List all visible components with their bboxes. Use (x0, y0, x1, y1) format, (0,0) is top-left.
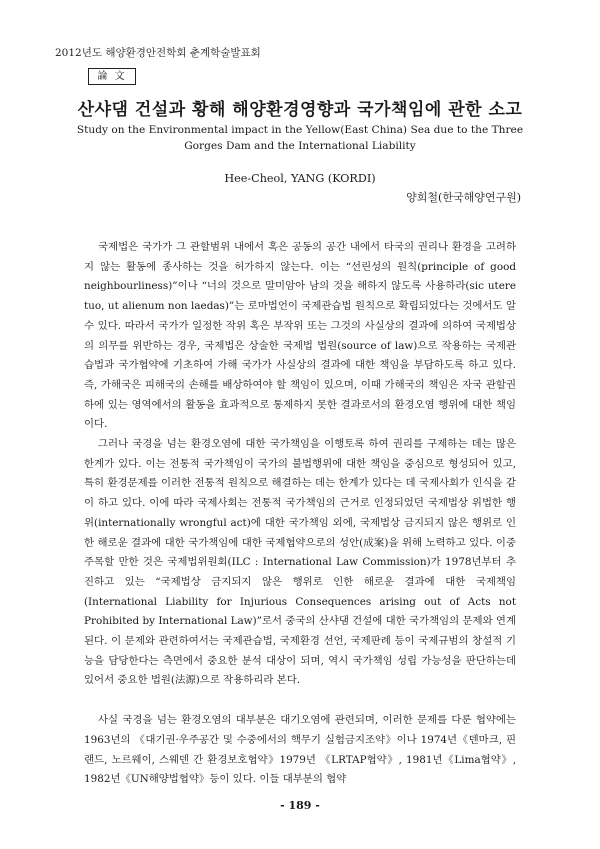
page-number: - 189 - (280, 799, 320, 812)
article-label: 論 文 (88, 68, 136, 85)
paragraph-1: 국제법은 국가가 그 관할범위 내에서 혹은 공동의 공간 내에서 타국의 권리나 환경을 고려하지 않는 활동에 종사하는 것을 허가하지 않는다. 이는 “선린성의 원칙(principle of good neighbourliness)”이나 “너의 것으로 말미암아 남의 것을 해하지 않도록 사용하라(sic utere tuo, ut alienum non laedas)”는 로마법언이 국제관습법 원칙으로 확립되었다는 것에서도 알 수 있다. 따라서 국가가 일정한 작위 혹은 부작위 또는 그것의 사실상의 결과에 의하여 국제법상의 의무를 위반하는 경우, 국제법은 상술한 국제법 법원(source of law)으로 작용하는 국제관습법과 국가협약에 기초하여 가해 국가가 사실상의 결과에 대한 책임을 부담하도록 하고 있다. 즉, 가해국은 피해국의 손해를 배상하여야 할 책임이 있으며, 이때 가해국의 책임은 자국 관할권하에 있는 영역에서의 활동을 효과적으로 통제하지 못한 결과로서의 환경오염 행위에 대한 책임이다. (84, 241, 516, 431)
title-korean: 산샤댐 건설과 황해 해양환경영향과 국가책임에 관한 소고 (77, 100, 523, 120)
body-text (84, 238, 516, 790)
paragraph-3: 사실 국경을 넘는 환경오염의 대부분은 대기오염에 관련되며, 이러한 문제를 다룬 협약에는 1963년의 《대기권·우주공간 및 수중에서의 핵무기 실험금지조약》이나 1974년《덴마크, 핀랜드, 노르웨이, 스웨덴 간 환경보호협약》1979년 《LRTAP협약》, 1981년《Lima협약》, 1982년《UN해양법협약》등이 있다. 이들 대부분의 협약 (84, 714, 516, 786)
title-english-line2: Gorges Dam and the International Liability (184, 140, 416, 152)
title-english (70, 122, 530, 154)
author-english: Hee-Cheol, YANG (KORDI) (224, 172, 376, 185)
title-english-line1: Study on the Environmental impact in the Yellow(East China) Sea due to the Three (76, 124, 524, 136)
author-korean: 양희철(한국해양연구원) (406, 191, 521, 204)
conference-header: 2012년도 해양환경안전학회 춘계학술발표회 (55, 47, 261, 59)
paragraph-2: 그러나 국경을 넘는 환경오염에 대한 국가책임을 이행토록 하여 권리를 구제하는 데는 많은 한계가 있다. 이는 전통적 국가책임이 국가의 불법행위에 대한 책임을 중심으로 형성되어 있고, 특히 환경문제를 이러한 전통적 원칙으로 해결하는 데는 한계가 있다는 데 국제사회가 인식을 같이 하고 있다. 이에 따라 국제사회는 전통적 국가책임의 근거로 인정되었던 국제법상 위법한 행위(internationally wrongful act)에 대한 국가책임 외에, 국제법상 금지되지 않은 행위로 인한 해로운 결과에 대한 국가책임에 대한 국제협약으로의 성안(成案)을 위해 노력하고 있다. 이중 주목할 만한 것은 국제법위원회(ILC : International Law Commission)가 1978년부터 추진하고 있는 “국제법상 금지되지 않은 행위로 인한 해로운 결과에 대한 국제책임(International Liability for Injurious Consequences arising out of Acts not Prohibited by International Law)”로서 중국의 산샤댐 건설에 대한 국가책임의 문제와 연계된다. 이 문제와 관련하여서는 국제관습법, 국제환경 선언, 국제판례 등이 국제규범의 창설적 기능을 담당한다는 측면에서 중요한 분석 대상이 되며, 역시 국가책임 성립 가능성을 판단하는데 있어서 중요한 법원(法源)으로 작용하리라 본다. (84, 438, 516, 687)
